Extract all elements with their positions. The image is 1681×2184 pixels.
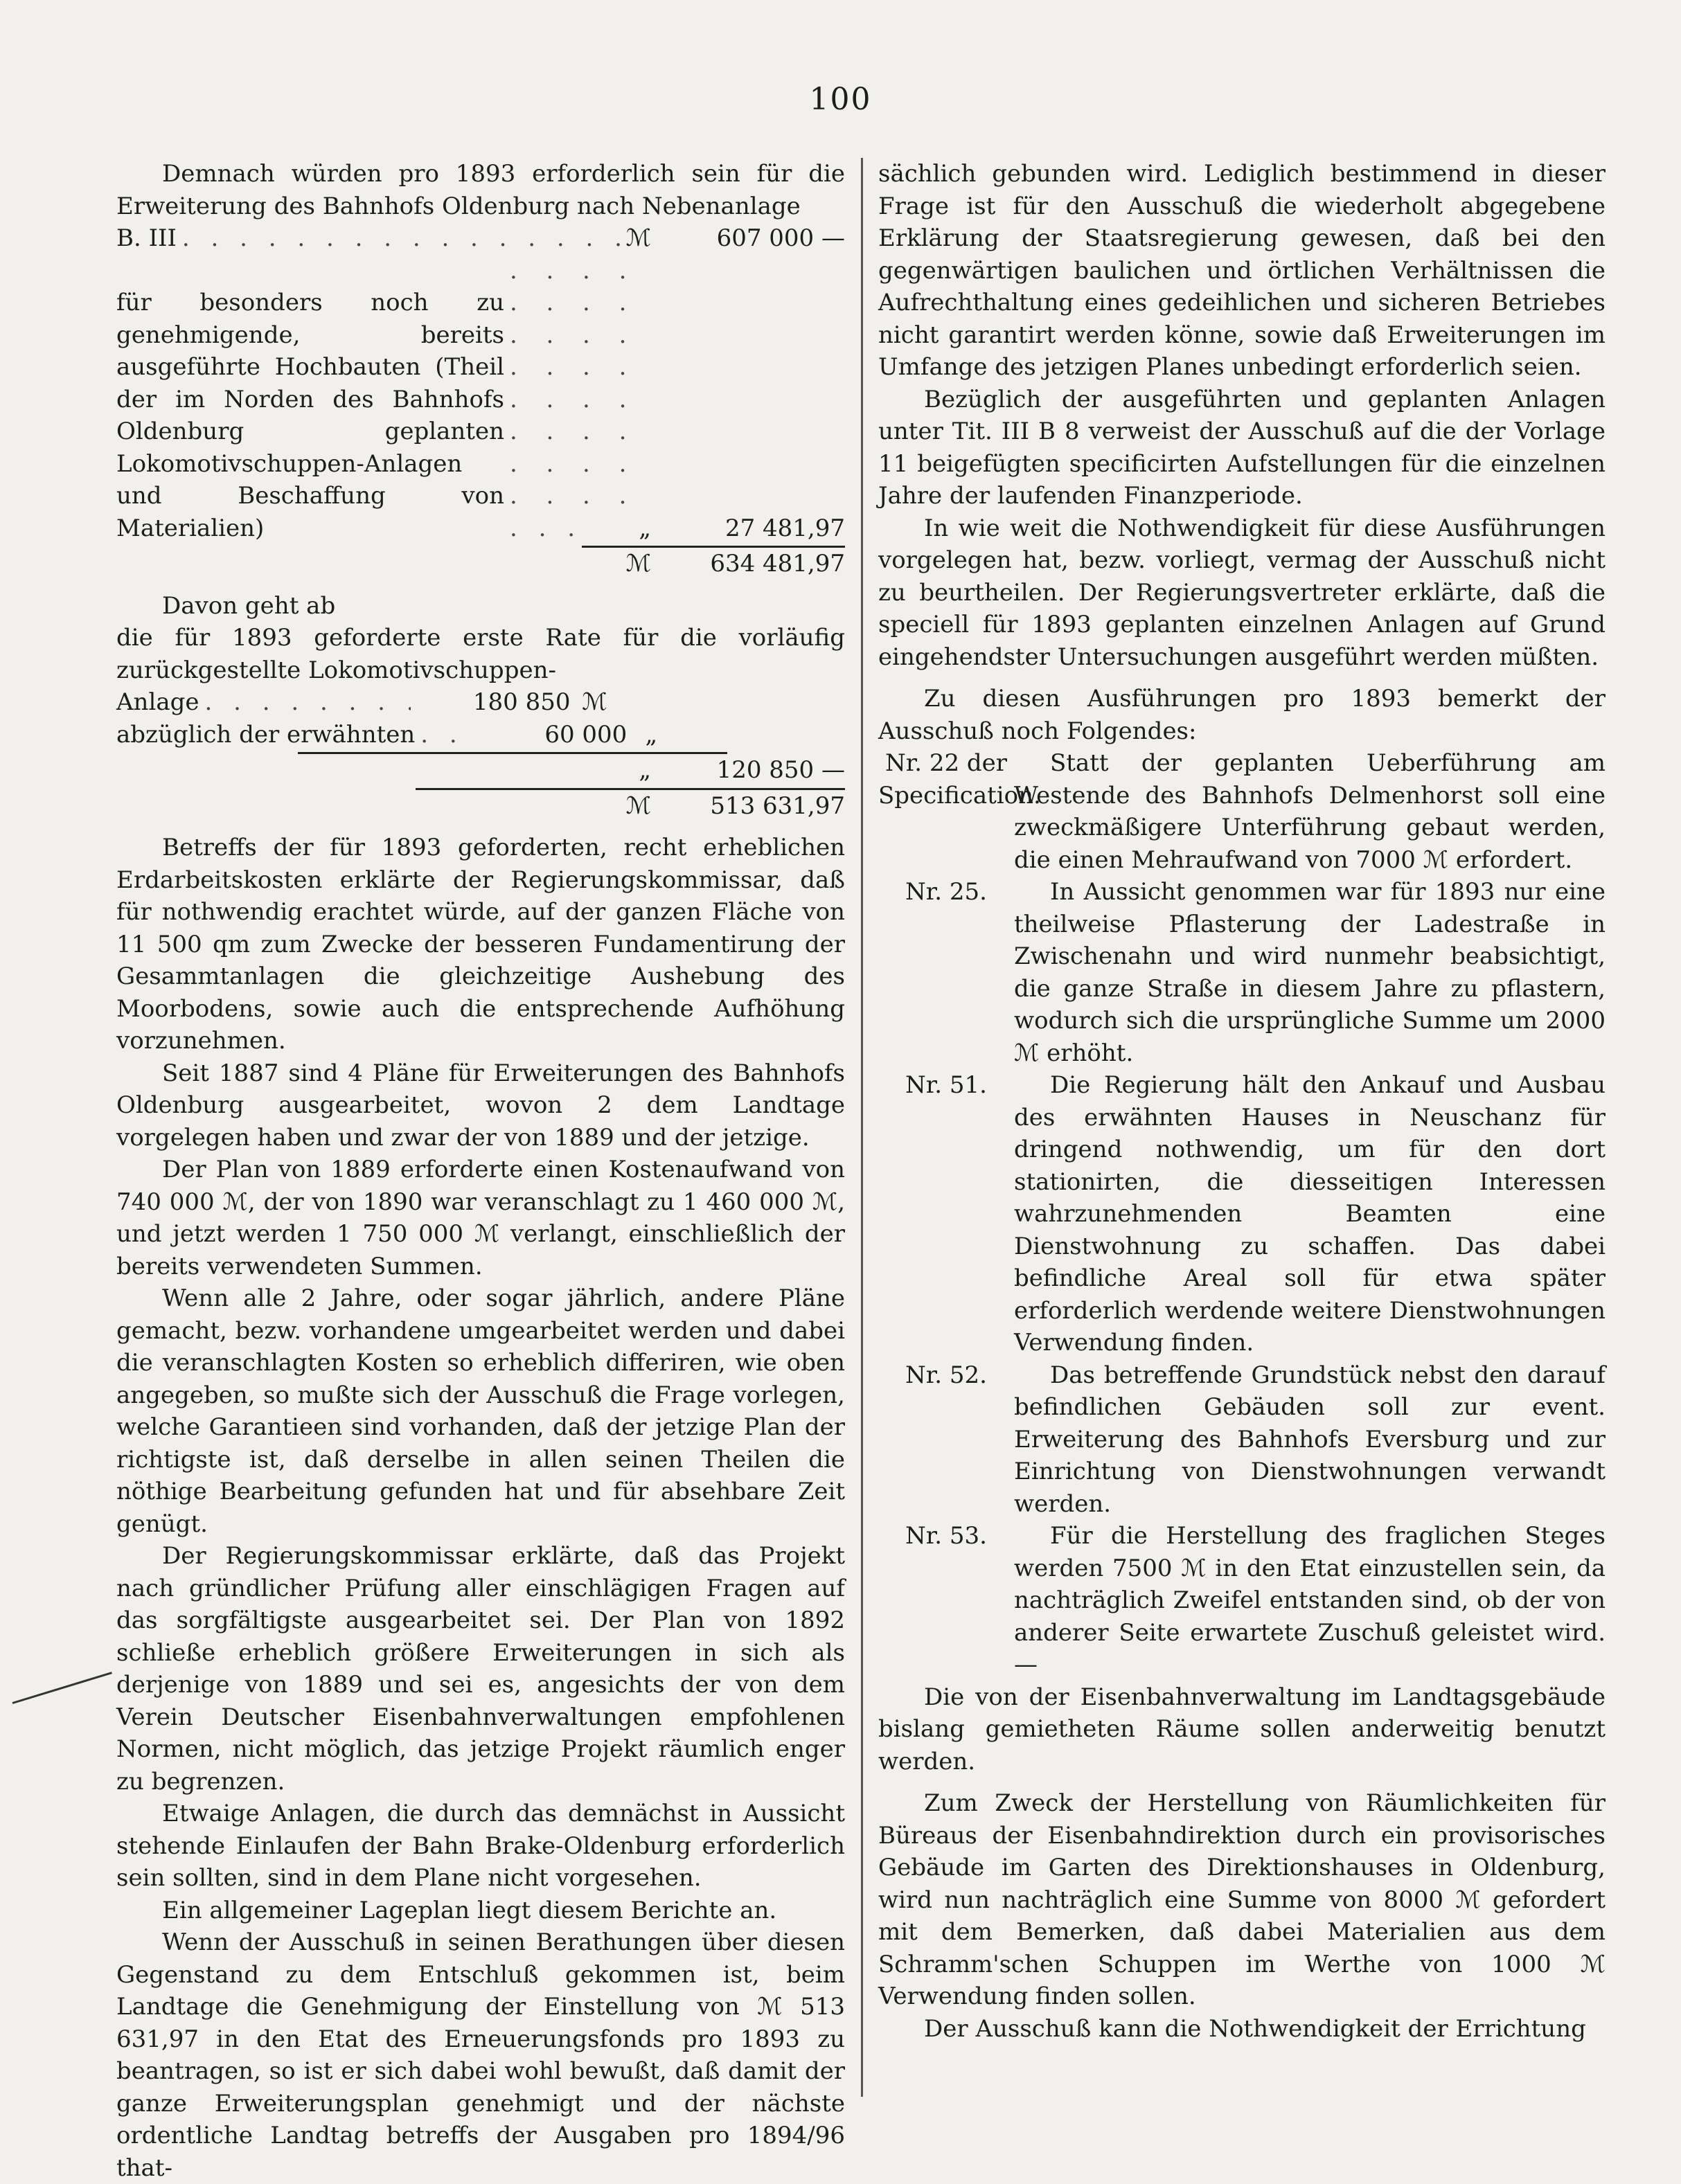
paragraph: Demnach würden pro 1893 erforderlich sein für die Erweiterung des Bahnhofs Oldenburg nach Nebenanlage	[116, 160, 845, 220]
spec-text: Für die Herstellung des fraglichen Steges werden 7500 ℳ in den Etat einzustellen sein, da nachträglich Zweifel entstanden sind, ob der von anderer Seite erwartete Zuschuß geleistet wird. —	[1014, 1522, 1606, 1679]
currency-symbol: „	[639, 756, 651, 784]
spacer	[116, 580, 845, 590]
currency-symbol: ℳ	[625, 224, 651, 252]
sub-label: abzüglich der erwähnten	[116, 720, 416, 749]
deduct-heading: Davon geht ab	[162, 591, 336, 620]
currency-symbol: ℳ	[625, 791, 651, 820]
leader-dots	[177, 222, 626, 255]
paragraph: sächlich gebunden wird. Lediglich bestimmend in dieser Frage ist für den Ausschuß die wiederholt abgegebene Erklärung der Staatsregierung gewesen, daß bei den gegenwärtigen baulichen und örtlichen Verhältnissen die Aufrechthaltung eines gedeihlichen und sicheren Betriebes nicht garantirt werden könne, sowie daß Erweiterungen im Umfange des jetzigen Planes unbedingt erforderlich seien.	[878, 160, 1606, 381]
sub-amount: 60 000	[544, 720, 628, 749]
sub-amount: 180 850	[472, 688, 571, 716]
paragraph: Der Regierungskommissar erklärte, daß das Projekt nach gründlicher Prüfung aller einschlägigen Fragen auf das sorgfältigste ausgearbeitet sei. Der Plan von 1892 schließe erheblich größere Erweiterungen in sich als derjenige von 1889 und sei es, angesichts der von dem Verein Deutscher Eisenbahnverwaltungen empfohlenen Normen, nicht möglich, das jetzige Projekt räumlich enger zu begrenzen.	[116, 1542, 845, 1796]
leader-dots	[415, 719, 468, 751]
spec-entry	[878, 1359, 1606, 1521]
paragraph: Zu diesen Ausführungen pro 1893 bemerkt der Ausschuß noch Folgendes:	[878, 685, 1606, 745]
spec-label: Nr. 52.	[905, 1361, 987, 1389]
deduct-text: die für 1893 geforderte erste Rate für die vorläufig zurückgestellte Lokomotivschuppen-	[116, 624, 845, 684]
sub-ledger-line	[116, 686, 845, 719]
spec-label: Nr. 25.	[905, 878, 987, 906]
currency-symbol: ℳ	[625, 550, 651, 578]
right-column	[878, 158, 1606, 2045]
currency-symbol: „	[645, 720, 658, 749]
spacer	[878, 673, 1606, 683]
paragraph: In wie weit die Nothwendigkeit für diese Ausführungen vorgelegen hat, bezw. vorliegt, vermag der Ausschuß nicht zu beurtheilen. Der Regierungsvertreter erklärte, daß die speciell für 1893 geplanten einzelnen Anlagen auf Grund eingehendster Untersuchungen ausgeführt werden müßten.	[878, 514, 1606, 671]
paragraph: Der Ausschuß kann die Nothwendigkeit der Errichtung	[924, 2014, 1586, 2043]
leader-dots	[199, 686, 411, 719]
ledger-amount: 607 000 —	[716, 224, 845, 252]
paragraph: Wenn der Ausschuß in seinen Berathungen über diesen Gegenstand zu dem Entschluß gekommen ist, beim Landtage die Genehmigung der Einstellung von ℳ 513 631,97 in den Etat des Erneuerungsfonds pro 1893 zu beantragen, so ist er sich dabei wohl bewußt, daß damit der ganze Erweiterungsplan genehmigt und der nächste ordentliche Landtag betreffs der Ausgaben pro 1894/96 that-	[116, 1928, 845, 2182]
paragraph: Ein allgemeiner Lageplan liegt diesem Berichte an.	[162, 1896, 777, 1924]
paragraph: Seit 1887 sind 4 Pläne für Erweiterungen des Bahnhofs Oldenburg ausgearbeitet, wovon 2 dem Landtage vorgelegen haben und zwar der von 1889 und der jetzige.	[116, 1059, 845, 1152]
net-line	[116, 754, 845, 787]
paragraph: Betreffs der für 1893 geforderten, recht erheblichen Erdarbeitskosten erklärte der Regierungskommissar, daß für nothwendig erachtet würde, auf der ganzen Fläche von 11 500 qm zum Zwecke der besseren Fundamentirung der Gesammtanlagen die gleichzeitige Aushebung des Moorbodens, sowie auch die entsprechende Aufhöhung vorzunehmen.	[116, 834, 845, 1055]
currency-symbol: ℳ	[582, 688, 607, 716]
spec-entry	[878, 747, 1606, 876]
left-column	[116, 158, 845, 2184]
spec-entry	[878, 1520, 1606, 1681]
total-line	[116, 790, 845, 823]
paragraph: Bezüglich der ausgeführten und geplanten Anlagen unter Tit. III B 8 verweist der Ausschuß auf die der Vorlage 11 beigefügten specificirten Aufstellungen für die einzelnen Jahre der laufenden Finanzperiode.	[878, 385, 1606, 510]
spec-text: Statt der geplanten Ueberführung am Westende des Bahnhofs Delmenhorst soll eine zweckmäßigere Unterführung gebaut werden, die einen Mehraufwand von 7000 ℳ erfordert.	[1014, 749, 1606, 874]
spec-text: Das betreffende Grundstück nebst den darauf befindlichen Gebäuden soll zur event. Erweiterung des Bahnhofs Eversburg und zur Einrichtung von Dienstwohnungen verwandt werden.	[1014, 1361, 1606, 1518]
spec-text: In Aussicht genommen war für 1893 nur eine theilweise Pflasterung der Ladestraße in Zwischenahn und wird nunmehr beabsichtigt, die ganze Straße in diesem Jahre zu pflastern, wodurch sich die ursprüngliche Summe um 2000 ℳ erhöht.	[1014, 878, 1606, 1067]
ledger-label: B. III	[116, 224, 177, 252]
total-amount: 513 631,97	[710, 791, 845, 820]
total-amount: 634 481,97	[710, 550, 845, 578]
paragraph: Etwaige Anlagen, die durch das demnächst in Aussicht stehende Einlaufen der Bahn Brake-Oldenburg erforderlich sein sollten, sind in dem Plane nicht vorgesehen.	[116, 1800, 845, 1892]
spacer	[878, 1778, 1606, 1787]
currency-symbol: „	[639, 514, 651, 542]
ledger-line	[116, 222, 845, 255]
paragraph: Der Plan von 1889 erforderte einen Kostenaufwand von 740 000 ℳ, der von 1890 war veranschlagt zu 1 460 000 ℳ, und jetzt werden 1 750 000 ℳ verlangt, einschließlich der bereits verwendeten Summen.	[116, 1156, 845, 1280]
margin-pen-mark	[12, 1672, 112, 1704]
spacer	[116, 822, 845, 832]
spec-label: Nr. 22 der Specification.	[878, 749, 1041, 809]
page-number: 100	[809, 82, 872, 117]
sub-label: Anlage	[116, 688, 199, 716]
sub-ledger-line	[116, 719, 845, 751]
ledger-text: für besonders noch zu genehmigende, bereits ausgeführte Hochbauten (Theil der im Norden des Bahnhofs Oldenburg geplanten Lokomotivschuppen-Anlagen und Beschaffung von Materialien)	[116, 289, 504, 542]
ledger-amount: 27 481,97	[724, 514, 845, 542]
net-amount: 120 850 —	[716, 756, 845, 784]
spec-entry	[878, 1069, 1606, 1359]
ledger-line	[116, 255, 845, 545]
spec-label: Nr. 53.	[905, 1522, 987, 1550]
leader-dots	[504, 255, 639, 545]
spec-label: Nr. 51.	[905, 1071, 987, 1099]
column-divider	[861, 158, 863, 2097]
spec-text: Die Regierung hält den Ankauf und Ausbau des erwähnten Hauses in Neuschanz für dringend nothwendig, um für den dort stationirten, die diesseitigen Interessen wahrzunehmenden Beamten eine Dienstwohnung zu schaffen. Das dabei befindliche Areal soll für etwa später erforderlich werdende weitere Dienstwohnungen Verwendung finden.	[1014, 1071, 1606, 1357]
paragraph: Wenn alle 2 Jahre, oder sogar jährlich, andere Pläne gemacht, bezw. vorhandene umgearbeitet werden und dabei die veranschlagten Kosten so erheblich differiren, wie oben angegeben, so mußte sich der Ausschuß die Frage vorlegen, welche Garantieen sind vorhanden, daß der jetzige Plan der richtigste ist, daß derselbe in allen seinen Theilen die nöthige Bearbeitung gefunden hat und für absehbare Zeit genügt.	[116, 1285, 845, 1538]
paragraph: Zum Zweck der Herstellung von Räumlichkeiten für Büreaus der Eisenbahndirektion durch ein provisorisches Gebäude im Garten des Direktionshauses in Oldenburg, wird nun nachträglich eine Summe von 8000 ℳ gefordert mit dem Bemerken, daß dabei Materialien aus dem Schramm'schen Schuppen im Werthe von 1000 ℳ Verwendung finden sollen.	[878, 1789, 1606, 2010]
spec-entry	[878, 876, 1606, 1069]
total-line	[116, 548, 845, 580]
paragraph: Die von der Eisenbahnverwaltung im Landtagsgebäude bislang gemietheten Räume sollen anderweitig benutzt werden.	[878, 1683, 1606, 1775]
